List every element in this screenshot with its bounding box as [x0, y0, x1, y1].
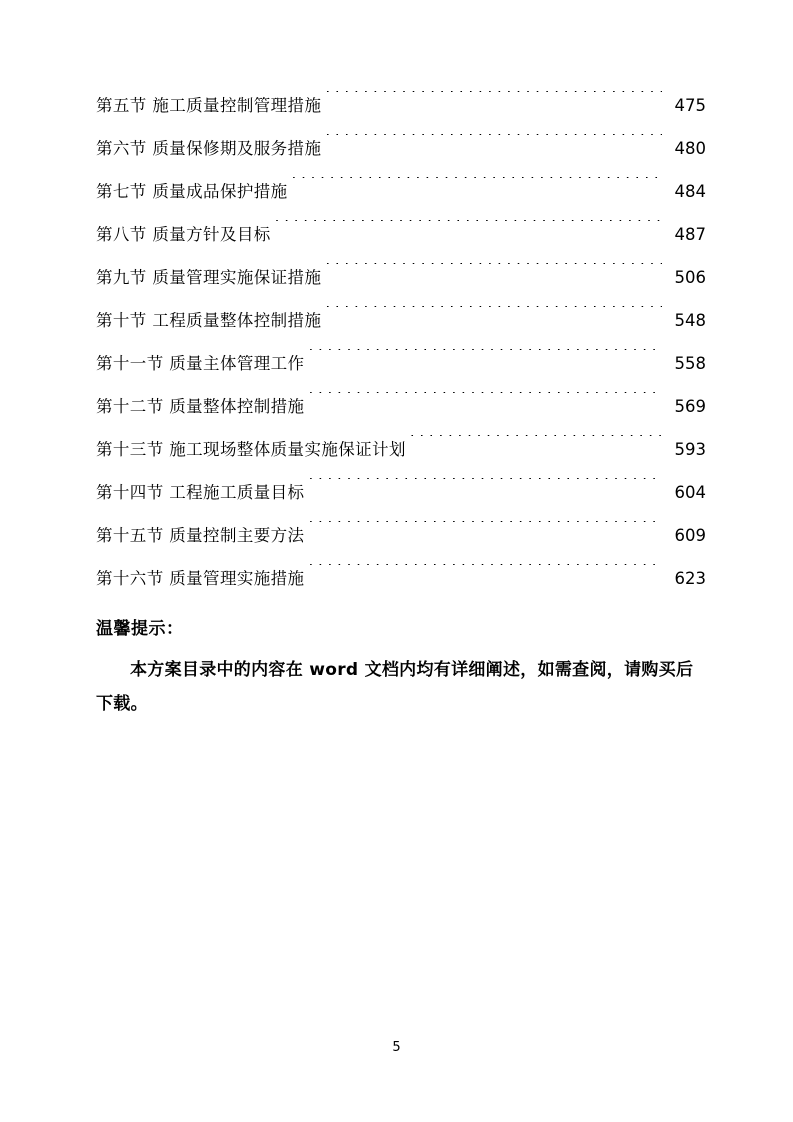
- toc-leader-dots: [308, 349, 662, 369]
- toc-leader-dots: [325, 306, 662, 326]
- toc-entry-title: 第十六节 质量管理实施措施: [96, 569, 305, 588]
- toc-entry-page: 506: [674, 268, 706, 287]
- toc-entry[interactable]: [96, 256, 706, 299]
- toc-entry-page: 484: [674, 182, 706, 201]
- toc-entry-title: 第七节 质量成品保护措施: [96, 182, 288, 201]
- toc-list: [96, 84, 706, 600]
- toc-entry-title: 第十三节 施工现场整体质量实施保证计划: [96, 440, 406, 459]
- toc-entry-title: 第十节 工程质量整体控制措施: [96, 311, 322, 330]
- toc-entry-page: 593: [674, 440, 706, 459]
- table-of-contents: [96, 84, 706, 721]
- toc-leader-dots: [325, 263, 662, 283]
- notice-heading: 温馨提示：: [96, 619, 184, 639]
- toc-leader-dots: [325, 91, 662, 111]
- toc-entry-page: 604: [674, 483, 706, 502]
- toc-entry[interactable]: [96, 299, 706, 342]
- toc-entry-page: 548: [674, 311, 706, 330]
- toc-leader-dots: [410, 435, 662, 455]
- toc-entry-title: 第五节 施工质量控制管理措施: [96, 96, 322, 115]
- toc-entry[interactable]: [96, 342, 706, 385]
- toc-entry[interactable]: [96, 84, 706, 127]
- toc-entry[interactable]: [96, 170, 706, 213]
- toc-entry-page: 609: [674, 526, 706, 545]
- toc-leader-dots: [308, 392, 662, 412]
- toc-leader-dots: [325, 134, 662, 154]
- toc-entry[interactable]: [96, 213, 706, 256]
- toc-entry-page: 569: [674, 397, 706, 416]
- toc-leader-dots: [308, 521, 662, 541]
- toc-entry-page: 558: [674, 354, 706, 373]
- toc-entry-page: 475: [674, 96, 706, 115]
- toc-entry-title: 第十二节 质量整体控制措施: [96, 397, 305, 416]
- toc-entry[interactable]: [96, 385, 706, 428]
- notice-body: 本方案目录中的内容在 word 文档内均有详细阐述，如需查阅，请购买后下载。: [96, 660, 694, 714]
- toc-entry-title: 第九节 质量管理实施保证措施: [96, 268, 322, 287]
- toc-leader-dots: [308, 564, 662, 584]
- toc-leader-dots: [308, 478, 662, 498]
- toc-entry-page: 487: [674, 225, 706, 244]
- toc-entry[interactable]: [96, 127, 706, 170]
- toc-entry[interactable]: [96, 428, 706, 471]
- toc-entry-title: 第六节 质量保修期及服务措施: [96, 139, 322, 158]
- toc-entry[interactable]: [96, 557, 706, 600]
- toc-entry-page: 480: [674, 139, 706, 158]
- toc-leader-dots: [292, 177, 662, 197]
- toc-entry-title: 第十五节 质量控制主要方法: [96, 526, 305, 545]
- toc-entry-title: 第十一节 质量主体管理工作: [96, 354, 305, 373]
- toc-leader-dots: [275, 220, 662, 240]
- toc-entry[interactable]: [96, 514, 706, 557]
- toc-entry-page: 623: [674, 569, 706, 588]
- toc-entry-title: 第十四节 工程施工质量目标: [96, 483, 305, 502]
- page-number: 5: [392, 1040, 401, 1055]
- toc-entry-title: 第八节 质量方针及目标: [96, 225, 271, 244]
- toc-entry[interactable]: [96, 471, 706, 514]
